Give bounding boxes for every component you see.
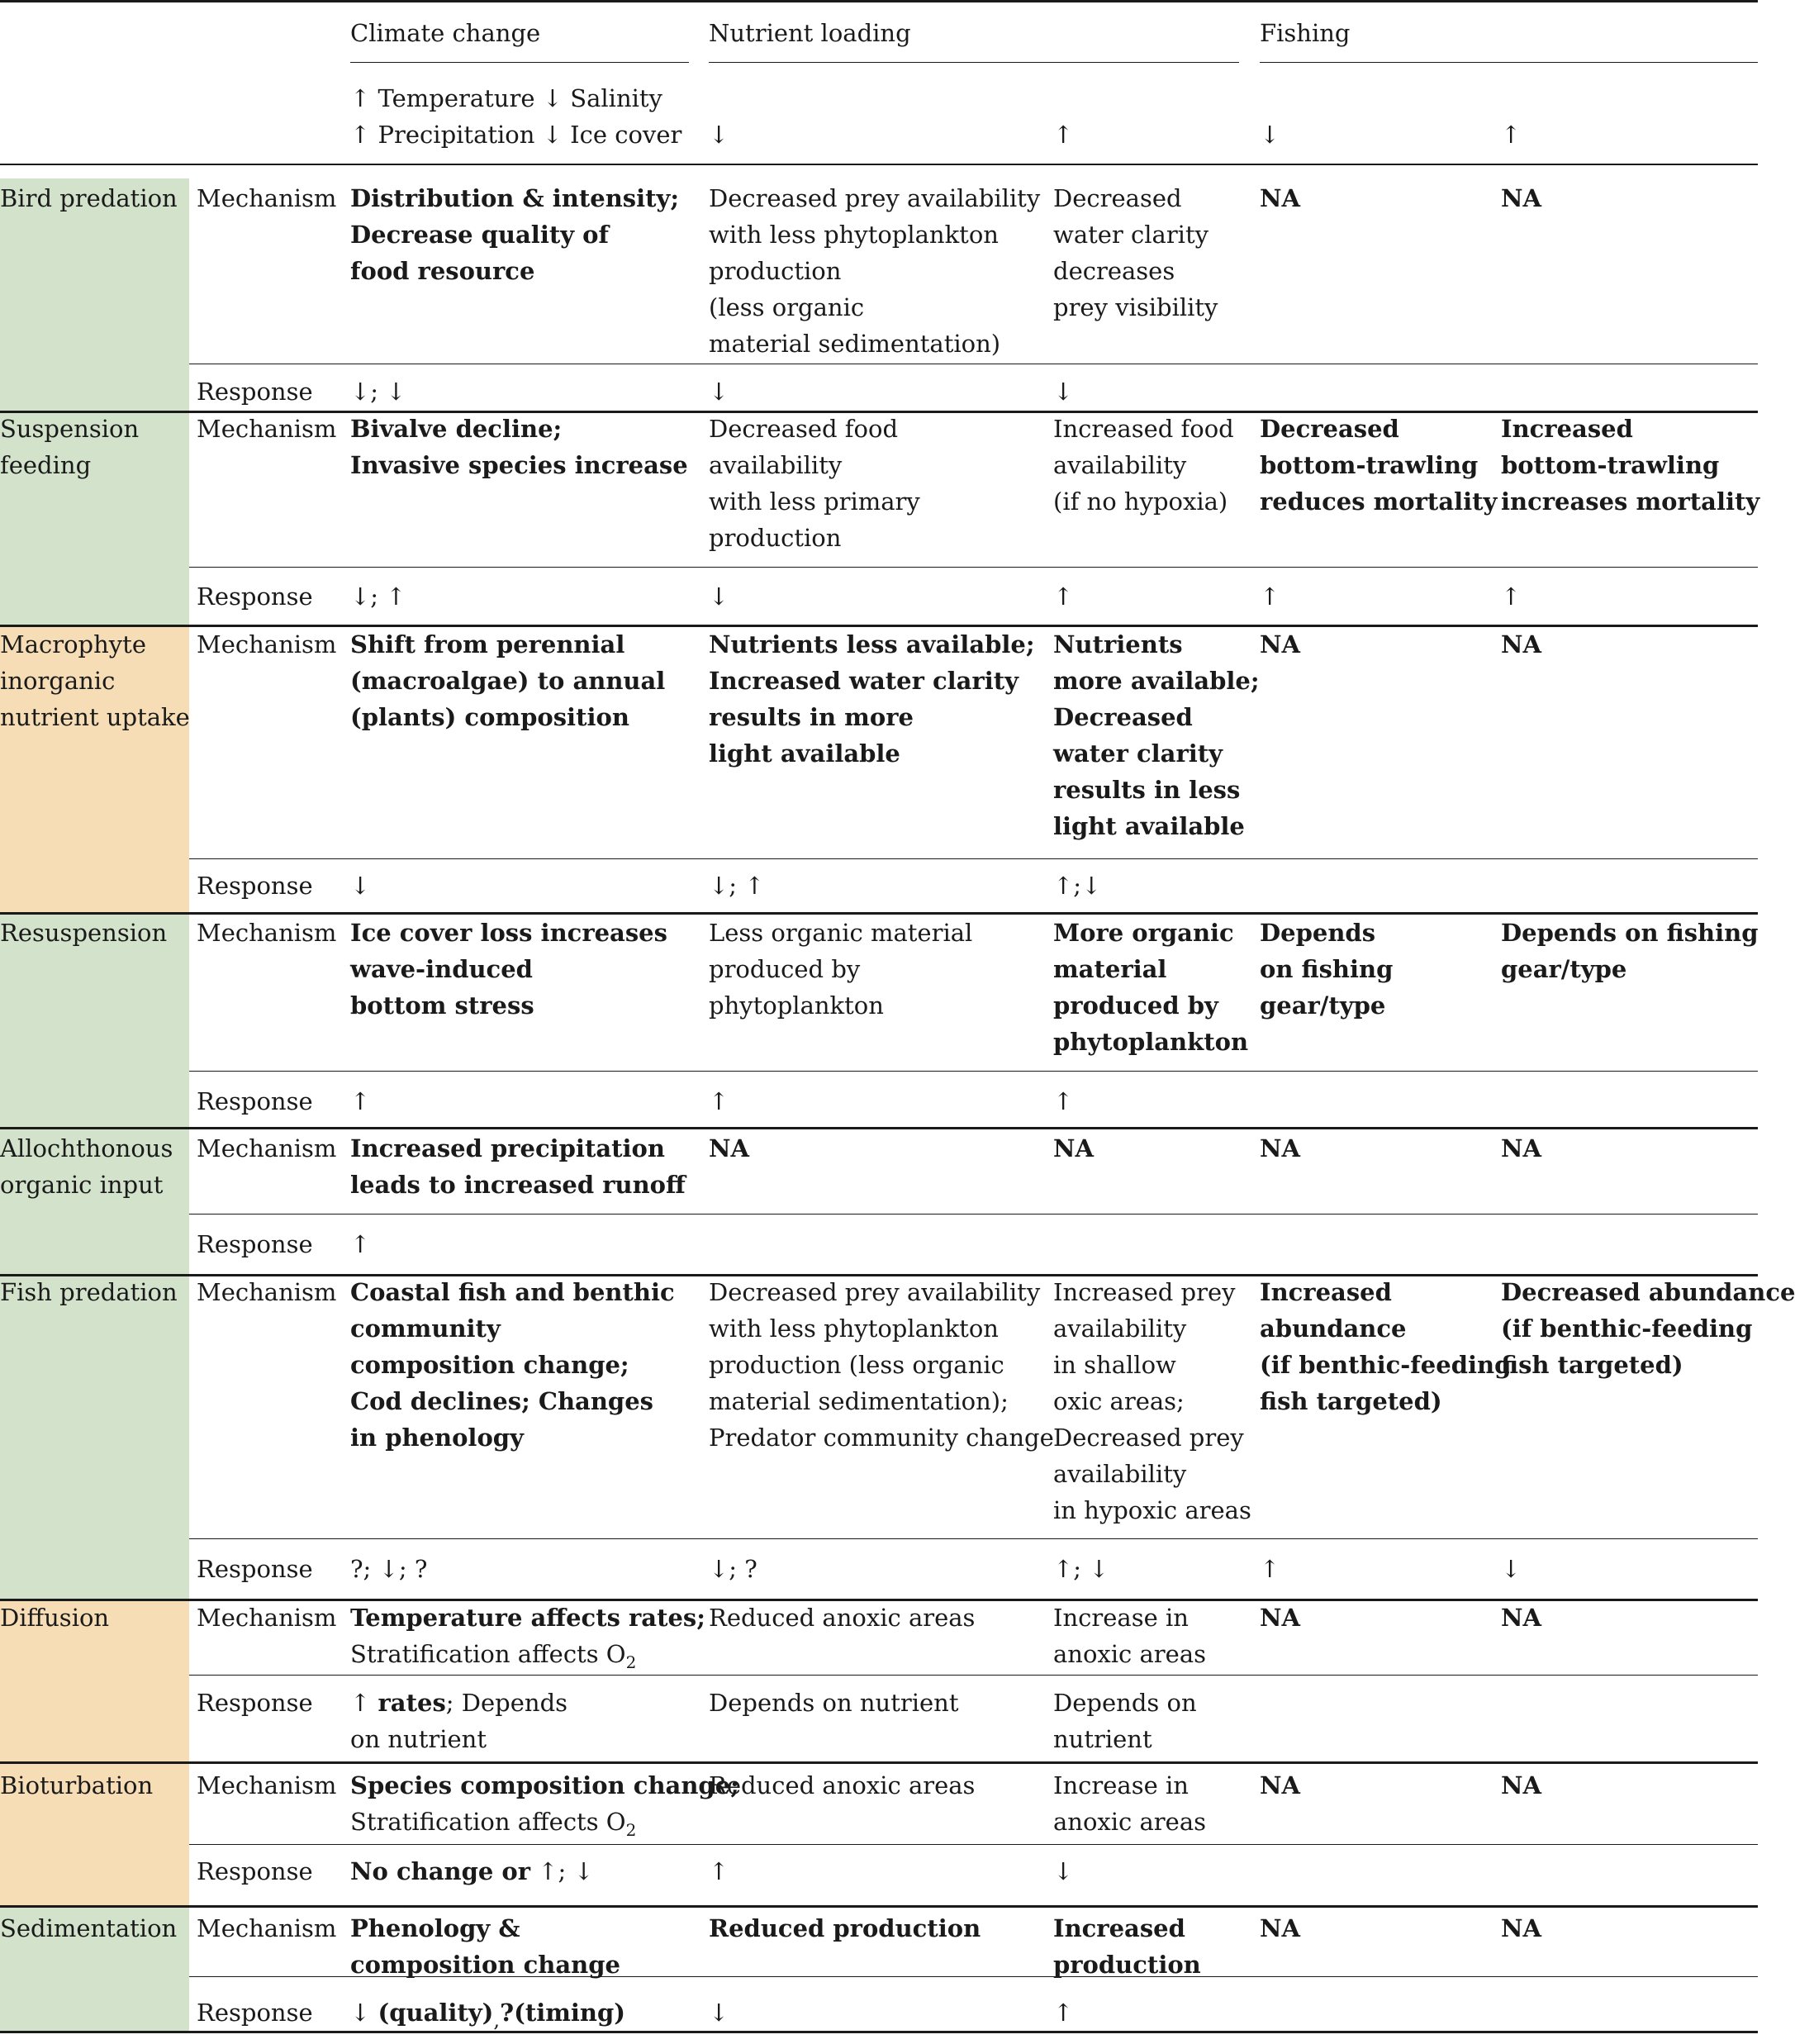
cell-nutrient-up-mechanism	[1053, 1274, 1251, 1528]
cell-line: in hypoxic areas	[1053, 1496, 1251, 1524]
cell-climate-response: ↓; ↓	[350, 378, 406, 406]
header-climate-change: Climate change	[350, 19, 541, 47]
cell-nutrient-down-response: ↓	[709, 378, 729, 406]
cell-fishing-up-mechanism: NA	[1501, 1914, 1542, 1942]
cell-line: Increased prey	[1053, 1278, 1236, 1306]
cell-line: Invasive species increase	[350, 451, 688, 479]
cell-climate-mechanism	[350, 1600, 705, 1672]
cell-climate-response: ↑	[350, 1230, 371, 1258]
cell-line: Increased	[1260, 1278, 1392, 1306]
cell-line: Allochthonous	[0, 1134, 173, 1162]
process-label: Bird predation	[0, 184, 178, 212]
cell-text: No change or	[350, 1857, 531, 1885]
cell-line: decreases	[1053, 257, 1175, 285]
cell-line: production (less organic	[709, 1351, 1004, 1379]
cell-nutrient-up-mechanism	[1053, 626, 1260, 844]
header-nutrient-up: ↑	[1053, 121, 1074, 149]
process-label: Bioturbation	[0, 1771, 154, 1799]
cell-nutrient-down-response: ↓; ?	[709, 1555, 757, 1583]
cell-line: composition change	[350, 1951, 620, 1979]
cell-nutrient-up-mechanism	[1053, 1910, 1201, 1983]
cell-fishing-down-response: ↑	[1260, 582, 1280, 611]
mechanism-label: Mechanism	[197, 1914, 337, 1942]
cell-line: production	[709, 524, 842, 552]
subscript: 2	[625, 1819, 637, 1840]
cell-nutrient-down-mechanism	[709, 626, 1035, 772]
cell-line: Decreased abundance	[1501, 1278, 1795, 1306]
cell-line: results in more	[709, 703, 914, 731]
cell-fishing-up-mechanism: NA	[1501, 630, 1542, 658]
cell-line: Decreased prey	[1053, 1424, 1244, 1452]
cell-line: food resource	[350, 257, 535, 285]
cell-fishing-down-mechanism: NA	[1260, 1771, 1301, 1799]
cell-line: Increased water clarity	[709, 667, 1019, 695]
response-label: Response	[197, 1555, 313, 1583]
cell-line: Coastal fish and benthic	[350, 1278, 675, 1306]
cell-nutrient-down-mechanism: Reduced anoxic areas	[709, 1771, 976, 1799]
cell-fishing-down-response: ↑	[1260, 1555, 1280, 1583]
cell-fishing-down-mechanism: NA	[1260, 184, 1301, 212]
cell-line: Increase in	[1053, 1604, 1189, 1632]
cell-text: ↑; ↓	[530, 1857, 594, 1885]
cell-line: inorganic	[0, 667, 116, 695]
process-label	[0, 1130, 173, 1203]
cell-nutrient-up-response: ↑	[1053, 1087, 1074, 1115]
cell-fishing-up-mechanism: NA	[1501, 1134, 1542, 1162]
process-label	[0, 411, 139, 483]
cell-fishing-up-mechanism	[1501, 411, 1759, 520]
cell-line: availability	[1053, 451, 1187, 479]
cell-fishing-up-mechanism: NA	[1501, 1771, 1542, 1799]
cell-climate-mechanism	[350, 1130, 686, 1203]
cell-nutrient-down-mechanism: Reduced production	[709, 1914, 981, 1942]
cell-nutrient-up-response	[1053, 1685, 1197, 1757]
cell-line: fish targeted)	[1501, 1351, 1683, 1379]
cell-line: in phenology	[350, 1424, 524, 1452]
cell-line: Predator community change	[709, 1424, 1054, 1452]
mechanism-label: Mechanism	[197, 1278, 337, 1306]
cell-line: water clarity	[1053, 221, 1209, 249]
cell-line: bottom-trawling	[1501, 451, 1720, 479]
cell-line: nutrient	[1053, 1725, 1152, 1753]
mechanism-label: Mechanism	[197, 184, 337, 212]
rule-header-bottom	[0, 164, 1758, 165]
cell-line: in shallow	[1053, 1351, 1176, 1379]
cell-climate-response	[350, 1853, 594, 1890]
rule-bottom	[0, 2031, 1758, 2033]
cell-line: Decreased food	[709, 415, 899, 443]
rule-diffusion-end	[0, 1761, 1758, 1764]
mechanism-label: Mechanism	[197, 415, 337, 443]
cell-line: availability	[709, 451, 843, 479]
response-label: Response	[197, 378, 313, 406]
cell-line: material sedimentation);	[709, 1387, 1009, 1415]
cell-fishing-down-mechanism	[1260, 915, 1393, 1024]
cell-line: material sedimentation)	[709, 330, 1001, 358]
cell-line: Nutrients	[1053, 630, 1183, 658]
cell-line: Depends on	[1053, 1689, 1197, 1717]
header-climate-sub-2: ↑ Precipitation ↓ Ice cover	[350, 121, 682, 149]
rule-resuspension-split	[189, 1071, 1758, 1072]
cell-line: on fishing	[1260, 955, 1394, 983]
cell-nutrient-down-mechanism	[709, 180, 1040, 362]
cell-line: Decreased prey availability	[709, 1278, 1041, 1306]
cell-line: availability	[1053, 1460, 1187, 1488]
cell-climate-mechanism	[350, 411, 688, 483]
response-label: Response	[197, 1999, 313, 2027]
cell-fishing-up-mechanism: NA	[1501, 1604, 1542, 1632]
header-nutrient-down: ↓	[709, 121, 729, 149]
header-fishing-down: ↓	[1260, 121, 1280, 149]
cell-nutrient-down-mechanism: Reduced anoxic areas	[709, 1604, 976, 1632]
cell-fishing-down-mechanism: NA	[1260, 630, 1301, 658]
response-label: Response	[197, 1689, 313, 1717]
rule-bioturbation-end	[0, 1905, 1758, 1908]
cell-fishing-down-mechanism: NA	[1260, 1914, 1301, 1942]
cell-climate-mechanism	[350, 1274, 675, 1456]
cell-line	[350, 1685, 567, 1721]
cell-text: (quality)	[378, 1999, 494, 2027]
cell-line: (if benthic-feeding	[1501, 1314, 1753, 1343]
header-nutrient-loading: Nutrient loading	[709, 19, 911, 47]
cell-fishing-down-mechanism	[1260, 411, 1497, 520]
cell-line: anoxic areas	[1053, 1640, 1207, 1668]
cell-line: Decreased	[1053, 184, 1182, 212]
cell-line: water clarity	[1053, 739, 1223, 768]
cell-line: prey visibility	[1053, 293, 1218, 321]
cell-fishing-down-mechanism: NA	[1260, 1134, 1301, 1162]
process-label: Fish predation	[0, 1278, 178, 1306]
cell-nutrient-down-mechanism	[709, 915, 972, 1024]
cell-line: fish targeted)	[1260, 1387, 1442, 1415]
cell-line: with less phytoplankton	[709, 1314, 999, 1343]
cell-line: Decrease quality of	[350, 221, 609, 249]
cell-line: anoxic areas	[1053, 1808, 1207, 1836]
cell-climate-mechanism	[350, 1910, 620, 1983]
cell-climate-response: ↓; ↑	[350, 582, 406, 611]
cell-line: Less organic material	[709, 919, 973, 947]
cell-line: oxic areas;	[1053, 1387, 1185, 1415]
cell-line: light available	[1053, 812, 1245, 840]
cell-line: (if no hypoxia)	[1053, 487, 1228, 516]
cell-line	[350, 1636, 705, 1672]
process-label	[0, 626, 190, 735]
cell-fishing-up-mechanism	[1501, 1274, 1795, 1383]
cell-climate-response: ↑	[350, 1087, 371, 1115]
rule-diffusion-split	[189, 1675, 1758, 1676]
cell-line: bottom stress	[350, 991, 534, 1020]
cell-nutrient-up-mechanism	[1053, 1767, 1206, 1840]
cell-line: Ice cover loss increases	[350, 919, 667, 947]
cell-line: Macrophyte	[0, 630, 146, 658]
process-label: Sedimentation	[0, 1914, 178, 1942]
cell-fishing-up-mechanism: NA	[1501, 184, 1542, 212]
cell-line: Increased food	[1053, 415, 1234, 443]
cell-line: Decreased prey availability	[709, 184, 1041, 212]
cell-nutrient-down-response: ↓; ↑	[709, 872, 765, 900]
cell-nutrient-down-response: Depends on nutrient	[709, 1689, 959, 1717]
mechanism-label: Mechanism	[197, 1134, 337, 1162]
cell-nutrient-up-mechanism	[1053, 180, 1218, 326]
cell-line: Nutrients less available;	[709, 630, 1035, 658]
cell-line: produced by	[709, 955, 861, 983]
cell-nutrient-down-mechanism: NA	[709, 1134, 750, 1162]
response-label: Response	[197, 1230, 313, 1258]
cell-fishing-up-response: ↑	[1501, 582, 1522, 611]
cell-line: Increased precipitation	[350, 1134, 665, 1162]
cell-nutrient-up-response: ↓	[1053, 378, 1074, 406]
cell-climate-response	[350, 1685, 567, 1757]
cell-nutrient-up-mechanism	[1053, 1600, 1206, 1672]
cell-climate-response: ?; ↓; ?	[350, 1555, 428, 1583]
cell-nutrient-up-response: ↑; ↓	[1053, 1555, 1109, 1583]
cell-line: Distribution & intensity;	[350, 184, 680, 212]
cell-climate-response	[350, 1994, 625, 2031]
cell-climate-mechanism	[350, 626, 665, 735]
cell-line: Bivalve decline;	[350, 415, 563, 443]
band-fish-predation	[0, 1274, 189, 1599]
cell-line: Increased	[1053, 1914, 1185, 1942]
process-label: Diffusion	[0, 1604, 110, 1632]
cell-text: ?	[500, 1999, 515, 2027]
cell-nutrient-down-response: ↑	[709, 1087, 729, 1115]
cell-line: Decreased	[1053, 703, 1193, 731]
rule-fish-split	[189, 1538, 1758, 1539]
cell-line: wave-induced	[350, 955, 533, 983]
rule-bioturbation-split	[189, 1844, 1758, 1845]
cell-line: Shift from perennial	[350, 630, 625, 658]
cell-text: (timing)	[514, 1999, 626, 2027]
cell-line: results in less	[1053, 776, 1241, 804]
cell-nutrient-down-mechanism	[709, 411, 920, 556]
cell-line: production	[709, 257, 842, 285]
cell-line: Cod declines; Changes	[350, 1387, 653, 1415]
cell-text: ,	[493, 2008, 501, 2032]
header-fishing-up: ↑	[1501, 121, 1522, 149]
rule-resuspension-end	[0, 1127, 1758, 1129]
cell-nutrient-up-response: ↑;↓	[1053, 872, 1102, 900]
rule-allochthonous-split	[189, 1214, 1758, 1215]
cell-line: Depends	[1260, 919, 1376, 947]
cell-line: phytoplankton	[1053, 1028, 1249, 1056]
rule-climate-header	[350, 62, 689, 63]
cell-line: availability	[1053, 1314, 1187, 1343]
process-label: Resuspension	[0, 919, 168, 947]
cell-line: phytoplankton	[709, 991, 884, 1020]
rule-suspension-split	[189, 567, 1758, 568]
cell-line: Increase in	[1053, 1771, 1189, 1799]
cell-text: ↓	[350, 1999, 378, 2027]
rule-top	[0, 0, 1758, 2]
cell-fishing-up-mechanism	[1501, 915, 1759, 987]
cell-line: composition change;	[350, 1351, 629, 1379]
cell-fishing-up-response: ↓	[1501, 1555, 1522, 1583]
response-label: Response	[197, 1857, 313, 1885]
cell-line: More organic	[1053, 919, 1234, 947]
cell-climate-response: ↓	[350, 872, 371, 900]
header-fishing: Fishing	[1260, 19, 1351, 47]
mechanism-label: Mechanism	[197, 1604, 337, 1632]
cell-nutrient-up-response: ↑	[1053, 582, 1074, 611]
cell-line: nutrient uptake	[0, 703, 190, 731]
cell-line: produced by	[1053, 991, 1218, 1020]
cell-line: with less primary	[709, 487, 920, 516]
cell-line: light available	[709, 739, 900, 768]
cell-nutrient-up-response: ↑	[1053, 1999, 1074, 2027]
mechanism-label: Mechanism	[197, 630, 337, 658]
cell-climate-mechanism	[350, 180, 679, 289]
cell-line: Temperature affects rates;	[350, 1604, 705, 1632]
cell-line: organic input	[0, 1171, 164, 1199]
cell-line: (plants) composition	[350, 703, 629, 731]
cell-text: Stratification affects O	[350, 1808, 626, 1836]
cell-line: (if benthic-feeding	[1260, 1351, 1512, 1379]
response-label: Response	[197, 1087, 313, 1115]
cell-text: rates	[378, 1689, 446, 1717]
cell-line: bottom-trawling	[1260, 451, 1479, 479]
cell-line: community	[350, 1314, 501, 1343]
cell-line: abundance	[1260, 1314, 1407, 1343]
cell-nutrient-up-response: ↓	[1053, 1857, 1074, 1885]
cell-line: feeding	[0, 451, 92, 479]
cell-nutrient-up-mechanism	[1053, 411, 1234, 520]
cell-nutrient-down-response: ↓	[709, 582, 729, 611]
cell-line	[350, 1804, 739, 1840]
cell-text: ; Depends	[445, 1689, 568, 1717]
cell-line: gear/type	[1260, 991, 1386, 1020]
cell-line: gear/type	[1501, 955, 1627, 983]
cell-nutrient-up-mechanism: NA	[1053, 1134, 1095, 1162]
cell-line: Suspension	[0, 415, 140, 443]
cell-text: ↑	[350, 1689, 371, 1717]
subscript: 2	[625, 1652, 637, 1672]
cell-fishing-down-mechanism	[1260, 1274, 1511, 1419]
cell-nutrient-up-mechanism	[1053, 915, 1248, 1060]
cell-nutrient-down-response: ↓	[709, 1999, 729, 2027]
cell-line: increases mortality	[1501, 487, 1760, 516]
response-label: Response	[197, 872, 313, 900]
cell-line: Depends on fishing	[1501, 919, 1759, 947]
cell-line: Species composition change;	[350, 1771, 739, 1799]
mechanism-label: Mechanism	[197, 1771, 337, 1799]
cell-line: on nutrient	[350, 1725, 487, 1753]
cell-line: material	[1053, 955, 1167, 983]
rule-fishing-header	[1260, 62, 1758, 63]
response-label: Response	[197, 582, 313, 611]
header-climate-sub-1: ↑ Temperature ↓ Salinity	[350, 84, 662, 112]
rule-macrophyte-split	[189, 858, 1758, 859]
cell-climate-mechanism	[350, 915, 667, 1024]
cell-line: (macroalgae) to annual	[350, 667, 666, 695]
cell-fishing-down-mechanism: NA	[1260, 1604, 1301, 1632]
cell-line: Decreased	[1260, 415, 1399, 443]
cell-nutrient-down-response: ↑	[709, 1857, 729, 1885]
cell-line: more available;	[1053, 667, 1260, 695]
cell-line: Phenology &	[350, 1914, 520, 1942]
mechanism-label: Mechanism	[197, 919, 337, 947]
cell-line: reduces mortality	[1260, 487, 1498, 516]
cell-line: with less phytoplankton	[709, 221, 999, 249]
cell-line: (less organic	[709, 293, 865, 321]
cell-nutrient-down-mechanism	[709, 1274, 1054, 1456]
cell-text: Stratification affects O	[350, 1640, 626, 1668]
rule-nutrient-header	[709, 62, 1239, 63]
cell-line: production	[1053, 1951, 1201, 1979]
cell-line: leads to increased runoff	[350, 1171, 686, 1199]
cell-line: Increased	[1501, 415, 1633, 443]
cell-climate-mechanism	[350, 1767, 739, 1840]
